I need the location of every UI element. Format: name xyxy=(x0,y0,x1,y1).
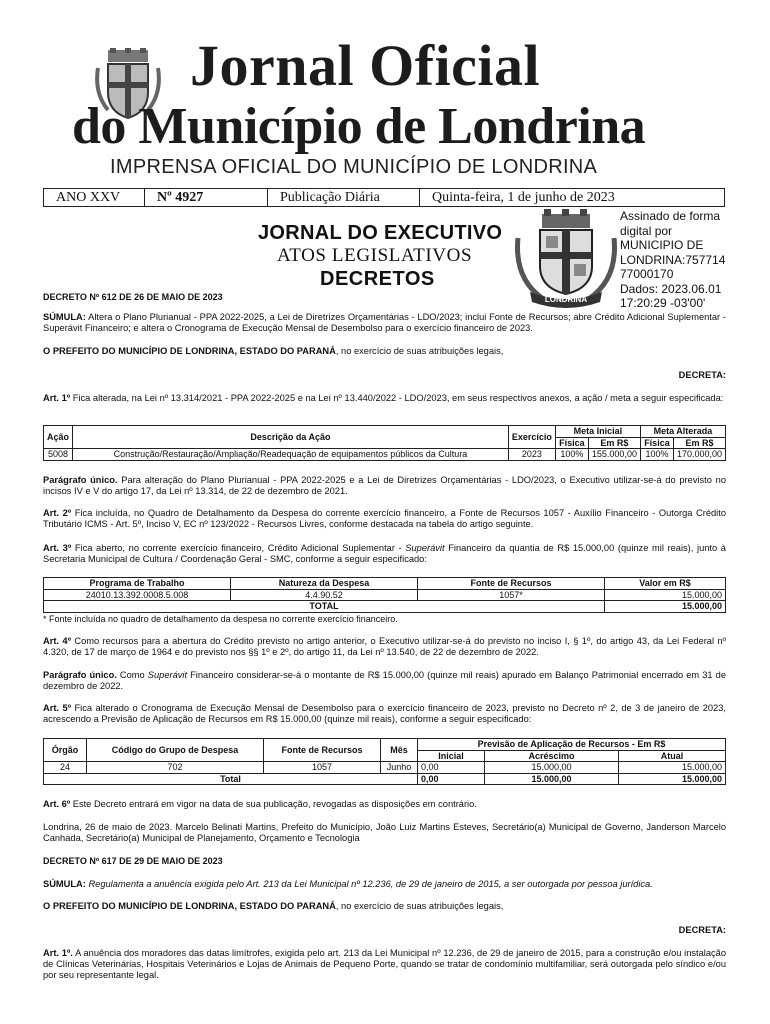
issue-date: Quinta-feira, 1 de junho de 2023 xyxy=(432,190,615,205)
th-atual: Atual xyxy=(619,750,726,762)
issue-number: Nº 4927 xyxy=(145,189,268,206)
decree-612-paragrafo-2 xyxy=(43,670,726,692)
art2-label: Art. 2º xyxy=(43,508,72,518)
masthead-title: Jornal Oficial xyxy=(190,33,541,98)
masthead-subtitle: do Município de Londrina xyxy=(72,98,646,155)
th-fisica: Física xyxy=(555,437,588,449)
signature-line: digital por xyxy=(620,223,673,238)
decree-612-art4 xyxy=(43,636,726,658)
section-title: JORNAL DO EXECUTIVO xyxy=(258,222,503,244)
cell-total-label: Total xyxy=(44,773,418,785)
section-heading: DECRETOS xyxy=(320,268,435,290)
cell-alt-rs: 170.000,00 xyxy=(673,449,725,461)
decree-617-sumula xyxy=(43,879,726,890)
cell-atual: 15.000,00 xyxy=(619,762,726,774)
decree-612-preamble xyxy=(43,346,726,357)
preamble-text: , no exercício de suas atribuições legais, xyxy=(335,901,504,911)
th-mes: Mês xyxy=(381,739,418,762)
sumula-text: Altera o Plano Plurianual - PPA 2022-2025, a Lei de Diretrizes Orçamentárias - LDO/2023; inclui Fonte de Recursos; abre Crédito Adicional Suplementar - Superávit Financeiro; e altera o Cronograma de Execução Mensal de Desembolso para o exercício financeiro de 2023. xyxy=(43,312,726,334)
cell-total-acrescimo: 15.000,00 xyxy=(485,773,619,785)
cell-fonte: 1057* xyxy=(418,589,605,601)
footnote: * Fonte incluída no quadro de detalhamento da despesa no corrente exercício financeiro. xyxy=(43,614,398,624)
paragrafo-label: Parágrafo único. xyxy=(43,475,118,485)
signature-line: LONDRINA:757714 xyxy=(620,252,726,267)
art6-text: Este Decreto entrará em vigor na data de sua publicação, revogadas as disposições em contrário. xyxy=(70,799,477,809)
cell-total-atual: 15.000,00 xyxy=(619,773,726,785)
decree-612-closing: Londrina, 26 de maio de 2023. Marcelo Belinati Martins, Prefeito do Município, João Luiz Martins Esteves, Secretário(a) Municipal de Governo, Janderson Marcelo Canhada, Secretário(a) Municipal de Planejamento, Orçamento e Tecnologia xyxy=(43,822,726,844)
masthead-tagline: IMPRENSA OFICIAL DO MUNICÍPIO DE LONDRINA xyxy=(110,156,598,178)
prefeito-label: O PREFEITO DO MUNICÍPIO DE LONDRINA, ESTADO DO PARANÁ xyxy=(43,346,336,356)
th-fisica: Física xyxy=(640,437,673,449)
table-total-row xyxy=(44,773,726,785)
cell-total-label: TOTAL xyxy=(44,601,605,613)
table-total-row xyxy=(44,601,726,613)
cell-ini-rs: 155.000,00 xyxy=(588,449,640,461)
th-em-rs: Em R$ xyxy=(588,437,640,449)
th-fonte: Fonte de Recursos xyxy=(418,578,605,590)
decree-612-art3 xyxy=(43,543,726,565)
art4-text: Como recursos para a abertura do Crédito previsto no artigo anterior, o Executivo utilizar-se-á do previsto no inciso I, § 1º, do artigo 43, da Lei Federal nº 4.320, de 17 de março de 1964 e do previsto nos §§ 1º e 2º, do artigo 11, da Lei nº 13.540, de 22 de dezembro de 2022. xyxy=(43,636,726,658)
cell-alt-fisica: 100% xyxy=(640,449,673,461)
cell-orgao: 24 xyxy=(44,762,87,774)
cell-valor: 15.000,00 xyxy=(605,589,726,601)
table-row xyxy=(44,762,726,774)
table-programa xyxy=(43,577,726,613)
publication-frequency: Publicação Diária xyxy=(268,189,420,206)
art3-text: Fica aberto, no corrente exercício financeiro, Crédito Adicional Suplementar - xyxy=(71,543,406,553)
masthead xyxy=(0,0,770,186)
th-valor: Valor em R$ xyxy=(605,578,726,590)
decree-617-preamble xyxy=(43,901,726,912)
th-previsao: Previsão de Aplicação de Recursos - Em R$ xyxy=(418,739,726,751)
cell-ini-fisica: 100% xyxy=(555,449,588,461)
art3-label: Art. 3º xyxy=(43,543,72,553)
paragrafo-label: Parágrafo único. xyxy=(43,670,117,680)
art1-text: Fica alterada, na Lei nº 13.314/2021 - PPA 2022-2025 e na Lei nº 13.440/2022 - LDO/2023, em seus respectivos anexos, a ação / meta a seguir especificada: xyxy=(70,393,724,403)
art5-label: Art. 5º xyxy=(43,703,72,713)
decree-612-art1 xyxy=(43,393,726,404)
art1-label: Art. 1º. xyxy=(43,948,73,958)
cell-fonte: 1057 xyxy=(264,762,381,774)
th-exercicio: Exercício xyxy=(508,426,555,449)
cell-descricao: Construção/Restauração/Ampliação/Readequação de equipamentos públicos da Cultura xyxy=(73,449,509,461)
decree-612-decreta: DECRETA: xyxy=(678,370,726,380)
table-cronograma xyxy=(43,738,726,785)
th-descricao: Descrição da Ação xyxy=(73,426,509,449)
th-meta-inicial: Meta Inicial xyxy=(555,426,640,438)
decree-617-title: DECRETO Nº 617 DE 29 DE MAIO DE 2023 xyxy=(43,856,223,866)
decree-612-art2 xyxy=(43,508,726,530)
section-subtitle: ATOS LEGISLATIVOS xyxy=(277,245,473,266)
prefeito-label: O PREFEITO DO MUNICÍPIO DE LONDRINA, ESTADO DO PARANÁ xyxy=(43,901,336,911)
sumula-label: SÚMULA: xyxy=(43,312,86,322)
table-row xyxy=(44,589,726,601)
art5-text: Fica alterado o Cronograma de Execução Mensal de Desembolso para o exercício financeiro de 2023, previsto no Decreto nº 2, de 3 de janeiro de 2023, acrescendo a Previsão de Aplicação de Recursos em R$ 15.000,00 (quinze mil reais), conforme a seguir especificado: xyxy=(43,703,726,725)
th-orgao: Órgão xyxy=(44,739,87,762)
cell-total-valor: 15.000,00 xyxy=(605,601,726,613)
crest-banner-text: LONDRINA xyxy=(544,295,588,304)
decree-617-art1 xyxy=(43,948,726,982)
decree-612-art6 xyxy=(43,799,726,810)
cell-programa: 24010.13.392.0008.5.008 xyxy=(44,589,231,601)
art3-text-2: Financeiro da quantia de R$ 15.000,00 (quinze mil reais), junto à Secretaria Municipal de Cultura / Coordenação Geral - SMC, conforme a seguir especificado: xyxy=(43,543,726,565)
paragrafo-text-2: Financeiro considerar-se-á o montante de R$ 15.000,00 (quinze mil reais) apurado em Balanço Patrimonial encerrado em 31 de dezembro de 2022. xyxy=(43,670,726,692)
preamble-text: , no exercício de suas atribuições legais, xyxy=(335,346,504,356)
paragrafo-italic: Superávit xyxy=(147,670,188,680)
table-acao-meta xyxy=(43,425,726,461)
decree-617-decreta: DECRETA: xyxy=(678,925,726,935)
th-programa: Programa de Trabalho xyxy=(44,578,231,590)
th-inicial: Inicial xyxy=(418,750,485,762)
paragrafo-text: Como xyxy=(116,670,148,680)
signature-line: Assinado de forma xyxy=(620,209,721,223)
sumula-text: Regulamenta a anuência exigida pelo Art. 213 da Lei Municipal nº 12.236, de 29 de janeiro de 2015, a ser outorgada por pessoa jurídica. xyxy=(85,879,653,889)
art2-text: Fica incluída, no Quadro de Detalhamento da Despesa do corrente exercício financeiro, a Fonte de Recursos 1057 - Auxílio Financeiro - Outorga Crédito Tributário ICMS - Art. 5º, Inciso V, EC nº 123/2022 - Recursos Livres, conforme destacada na tabela do artigo seguinte. xyxy=(43,508,726,530)
art6-label: Art. 6º xyxy=(43,799,71,809)
cell-inicial: 0,00 xyxy=(418,762,485,774)
art1-text: A anuência dos moradores das datas limítrofes, exigida pelo art. 213 da Lei Municipal nº 12.236, de 29 de janeiro de 2015, para a construção e/ou instalação de Clínicas Veterinárias, Hospitais Veterinários e Lojas de Animais de Pequeno Porte, quando se tratar de condomínio multifamiliar, será outorgada pelo síndico e/ou por seu representante legal. xyxy=(43,948,726,981)
paragrafo-text: Para alteração do Plano Plurianual - PPA 2022-2025 e a Lei de Diretrizes Orçamentárias - LDO/2023, o Executivo utilizar-se-á do previsto no incisos IV e V do artigo 17, da Lei nº 13.314, de 22 de dezembro de 2021. xyxy=(43,475,727,497)
art4-label: Art. 4º xyxy=(43,636,71,646)
th-em-rs: Em R$ xyxy=(673,437,725,449)
signature-line: 17:20:29 -03'00' xyxy=(620,296,706,310)
cell-mes: Junho xyxy=(381,762,418,774)
cell-acrescimo: 15.000,00 xyxy=(485,762,619,774)
decree-612-title: DECRETO Nº 612 DE 26 DE MAIO DE 2023 xyxy=(43,292,223,302)
art3-italic: Superávit xyxy=(405,543,445,553)
th-natureza: Natureza da Despesa xyxy=(231,578,418,590)
cell-acao: 5008 xyxy=(44,449,73,461)
th-fonte: Fonte de Recursos xyxy=(264,739,381,762)
cell-exercicio: 2023 xyxy=(508,449,555,461)
table-row xyxy=(44,449,726,461)
decree-612-art5 xyxy=(43,703,726,725)
issue-info-bar xyxy=(43,188,725,207)
issue-year: ANO XXV xyxy=(44,189,145,206)
th-acao: Ação xyxy=(44,426,73,449)
decree-612-paragrafo-1 xyxy=(43,475,726,497)
sumula-label: SÚMULA: xyxy=(43,879,86,889)
signature-line: 77000170 xyxy=(620,267,674,281)
decree-612-sumula xyxy=(43,312,726,334)
signature-line: Dados: 2023.06.01 xyxy=(620,281,722,296)
art1-label: Art. 1º xyxy=(43,393,71,403)
cell-natureza: 4.4.90.52 xyxy=(231,589,418,601)
cell-total-inicial: 0,00 xyxy=(418,773,485,785)
cell-grupo: 702 xyxy=(87,762,264,774)
th-acrescimo: Acréscimo xyxy=(485,750,619,762)
th-grupo: Código do Grupo de Despesa xyxy=(87,739,264,762)
th-meta-alterada: Meta Alterada xyxy=(640,426,725,438)
signature-line: MUNICIPIO DE xyxy=(620,238,704,252)
